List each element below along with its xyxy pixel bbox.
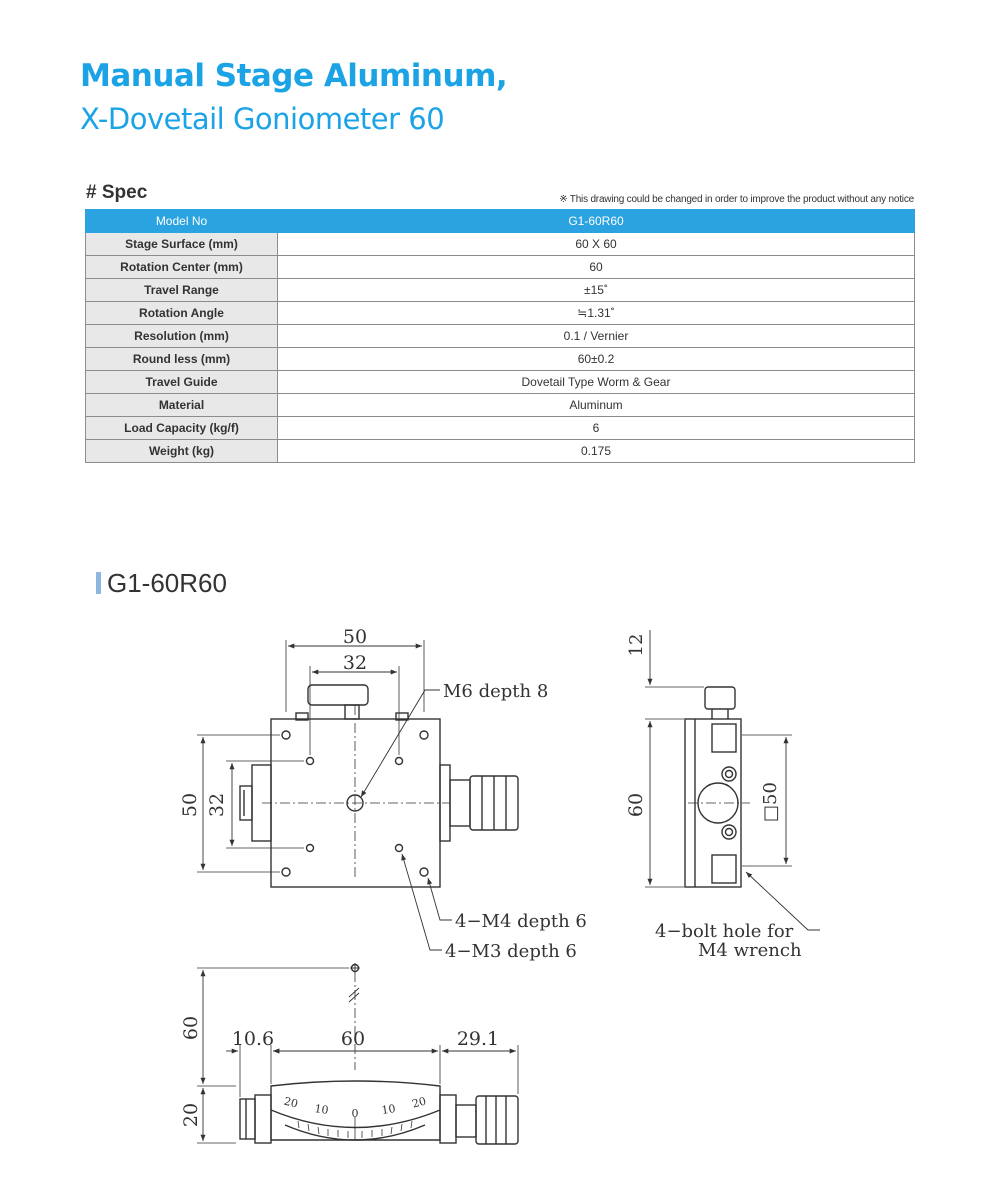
table-row	[86, 417, 915, 440]
section-bar	[96, 572, 101, 594]
technical-drawing	[0, 600, 1000, 1200]
spec-key: Rotation Angle	[86, 302, 278, 325]
spec-value: 60±0.2	[278, 348, 915, 371]
front-micrometer	[476, 1096, 518, 1144]
spec-key: Material	[86, 394, 278, 417]
side-dim-50: □50	[760, 782, 781, 822]
spec-header-row	[86, 210, 915, 233]
top-knob-shaft	[345, 705, 359, 719]
spec-header-key: Model No	[86, 210, 278, 233]
front-dim-60: 60	[340, 1028, 366, 1050]
dim-50-top: 50	[342, 626, 368, 648]
spec-key: Weight (kg)	[86, 440, 278, 463]
spec-key: Load Capacity (kg/f)	[86, 417, 278, 440]
table-row	[86, 440, 915, 463]
section-title	[96, 568, 227, 599]
side-dim-12: 12	[626, 633, 647, 657]
dim-32-left: 32	[206, 792, 228, 818]
label-bolt-line-2: M4 wrench	[698, 940, 802, 961]
side-knob	[705, 687, 735, 709]
side-dim-60: 60	[625, 792, 647, 818]
front-dim-29-1: 29.1	[456, 1028, 500, 1050]
spec-heading: # Spec	[86, 182, 148, 203]
spec-value: 60	[278, 256, 915, 279]
spec-key: Travel Guide	[86, 371, 278, 394]
spec-key: Travel Range	[86, 279, 278, 302]
dim-32-top: 32	[342, 652, 368, 674]
spec-value: Dovetail Type Worm & Gear	[278, 371, 915, 394]
label-m4: 4−M4 depth 6	[455, 911, 587, 932]
front-dim-60-left: 60	[180, 1015, 202, 1041]
dim-50-left: 50	[179, 792, 201, 818]
spec-value: 6	[278, 417, 915, 440]
front-dim-20: 20	[180, 1102, 202, 1128]
spec-value: ±15˚	[278, 279, 915, 302]
side-view	[645, 630, 820, 930]
scale-label-20-left: 20	[282, 1094, 300, 1111]
spec-value: 0.1 / Vernier	[278, 325, 915, 348]
scale-label-10-left: 10	[313, 1102, 330, 1117]
scale-label-20-right: 20	[410, 1094, 428, 1111]
table-row	[86, 302, 915, 325]
label-m6: M6 depth 8	[443, 681, 549, 702]
section-title-text: G1-60R60	[107, 568, 227, 598]
spec-header-value: G1-60R60	[278, 210, 915, 233]
spec-key: Resolution (mm)	[86, 325, 278, 348]
spec-value: 60 X 60	[278, 233, 915, 256]
spec-key: Round less (mm)	[86, 348, 278, 371]
title-line-1: Manual Stage Aluminum,	[80, 58, 508, 94]
spec-value: 0.175	[278, 440, 915, 463]
table-row	[86, 256, 915, 279]
table-row	[86, 348, 915, 371]
top-knob	[308, 685, 368, 705]
table-row	[86, 325, 915, 348]
label-bolt-line-1: 4−bolt hole for	[655, 921, 794, 942]
table-row	[86, 233, 915, 256]
scale-label-10-right: 10	[380, 1102, 397, 1117]
front-dim-10-6: 10.6	[231, 1028, 275, 1050]
table-row	[86, 279, 915, 302]
spec-value: ≒1.31˚	[278, 302, 915, 325]
table-row	[86, 371, 915, 394]
table-row	[86, 394, 915, 417]
spec-key: Rotation Center (mm)	[86, 256, 278, 279]
title-line-2: X-Dovetail Goniometer 60	[80, 102, 445, 136]
label-m3: 4−M3 depth 6	[445, 941, 577, 962]
spec-table	[85, 209, 915, 463]
drawing-notice: ※ This drawing could be changed in order to improve the product without any notice	[559, 194, 914, 205]
spec-value: Aluminum	[278, 394, 915, 417]
scale-label-0: 0	[351, 1107, 359, 1120]
spec-key: Stage Surface (mm)	[86, 233, 278, 256]
